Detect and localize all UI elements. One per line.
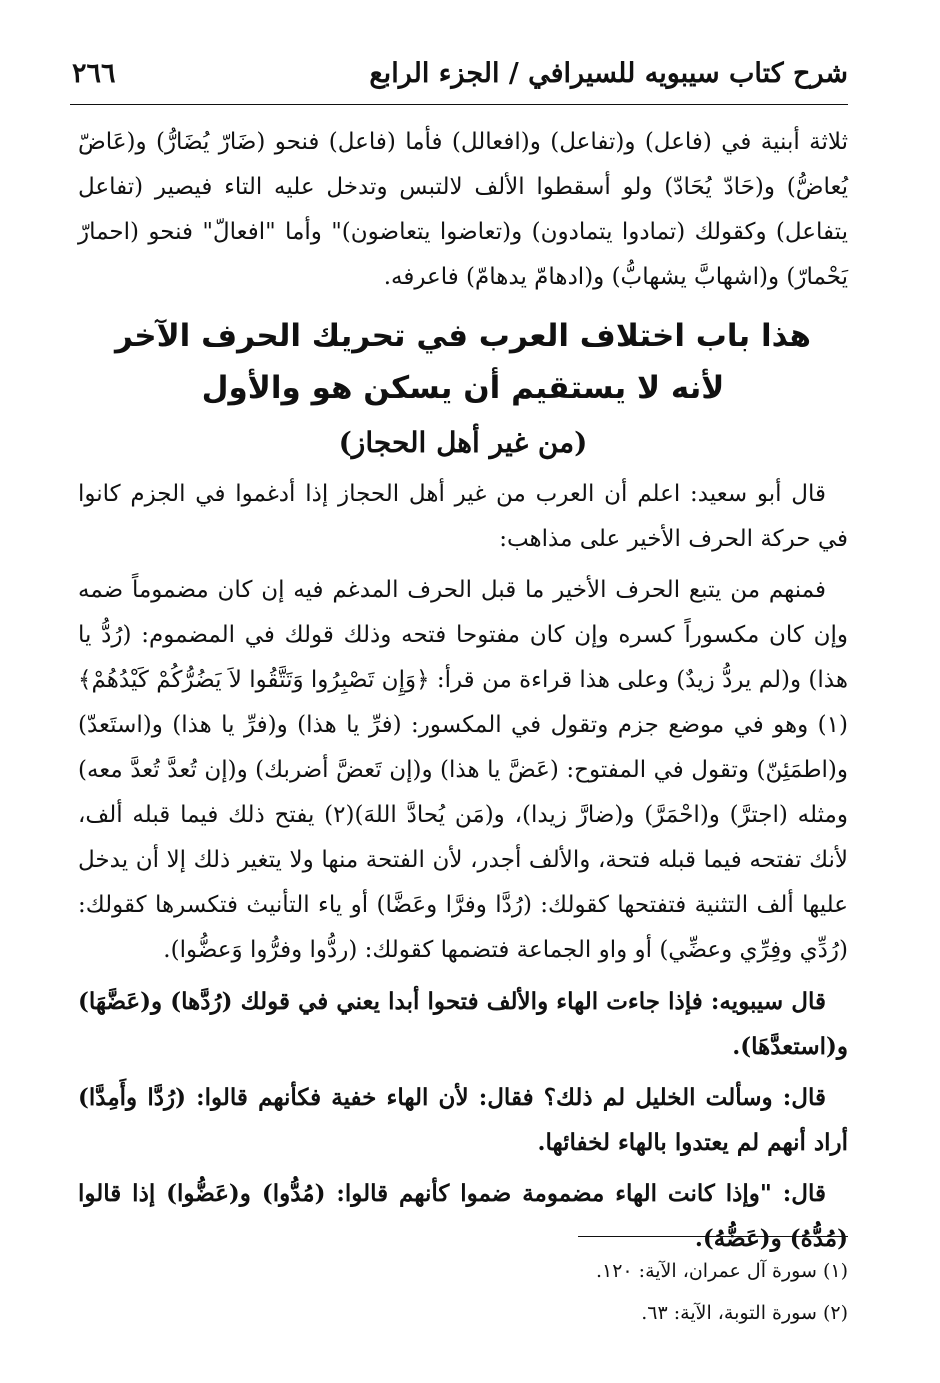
running-header [62, 58, 848, 106]
paragraph-abu-said: قال أبو سعيد: اعلم أن العرب من غير أهل الحجاز إذا أدغموا في الجزم كانوا في حركة الحرف الأخير على مذاهب: [78, 481, 848, 552]
paragraph-explanation: فمنهم من يتبع الحرف الأخير ما قبل الحرف المدغم فيه إن كان مضموماً ضمه وإن كان مكسوراً كسره وإن كان مفتوحا فتحه وذلك قولك في المضموم: (رُدُّ يا هذا) و(لم يردُّ زيدٌ) وعلى هذا قراءة من قرأ: ﴿وَإِن تَصْبِرُوا وَتَتَّقُوا لاَ يَضُرُّكُمْ كَيْدُهُمْ﴾(١) وهو في موضع جزم وتقول في المكسور: (فرِّ يا هذا) و(فرِّ يا هذا) و(استَعدّ) و(اطمَئِنّ) وتقول في المفتوح: (عَضَّ يا هذا) و(إن تَعضَّ أضربك) و(إن تُعدَّ تُعدَّ معه) ومثله (اجترَّ) و(احْمَرَّ) و(ضارَّ زيدا)، و(مَن يُحادَّ اللهَ)(٢) يفتح ذلك فيما قبله ألف، لأنك تفتحه فيما قبله فتحة، والألف أجدر، لأن الفتحة منها ولا يتغير ذلك إلا أن يدخل عليها ألف التثنية فتفتحها كقولك: (رُدَّا وفرَّا وعَضَّا) أو ياء التأنيث فتكسرها كقولك: (رُدِّي وفِرِّي وعضِّي) أو واو الجماعة فتضمها كقولك: (ردُّوا وفرُّوا وَعضُّوا). [78, 577, 848, 963]
paragraph-sibawayh: قال سيبويه: فإذا جاءت الهاء والألف فتحوا أبدا يعني في قولك (رُدَّها) و(عَضَّهَا) و(استعدَّهَا). [78, 988, 848, 1060]
page-body [78, 120, 848, 1261]
header-title: شرح كتاب سيبويه للسيرافي / الجزء الرابع [369, 58, 848, 89]
footnotes [78, 1250, 848, 1334]
footnote-divider [578, 1236, 848, 1237]
paragraph-continued: ثلاثة أبنية في (فاعل) و(تفاعل) و(افعالل) فأما (فاعل) فنحو (ضَارّ يُضَارُّ) و(عَاضّ يُعاضُّ) و(حَادّ يُحَادّ) ولو أسقطوا الألف لالتبس وتدخل عليه التاء فيصير (تفاعل يتفاعل) وكقولك (تمادوا يتمادون) و(تعاضوا يتعاضون)" وأما "افعالّ" فنحو (احمارّ يَحْمارّ) و(اشهابَّ يشهابُّ) و(ادهامّ يدهامّ) فاعرفه. [78, 129, 848, 290]
paragraph-damma: قال: "وإذا كانت الهاء مضمومة ضموا كأنهم قالوا: (مُدُّوا) و(عَضُّوا) إذا قالوا (مُدُّهُ) و(عَضُّهُ). [78, 1180, 848, 1252]
footnote: (٢) سورة التوبة، الآية: ٦٣. [641, 1302, 848, 1324]
chapter-subheading: (من غير أهل الحجاز) [338, 426, 588, 459]
footnote: (١) سورة آل عمران، الآية: ١٢٠. [595, 1260, 848, 1282]
chapter-heading: هذا باب اختلاف العرب في تحريك الحرف الآخر لأنه لا يستقيم أن يسكن هو والأول [114, 318, 812, 406]
header-divider [70, 104, 848, 105]
page-number: ٢٦٦ [72, 58, 116, 89]
paragraph-khalil: قال: وسألت الخليل لم ذلك؟ فقال: لأن الهاء خفية فكأنهم قالوا: (رُدَّا وأَمِدَّا) أراد أنهم لم يعتدوا بالهاء لخفائها. [78, 1084, 848, 1156]
